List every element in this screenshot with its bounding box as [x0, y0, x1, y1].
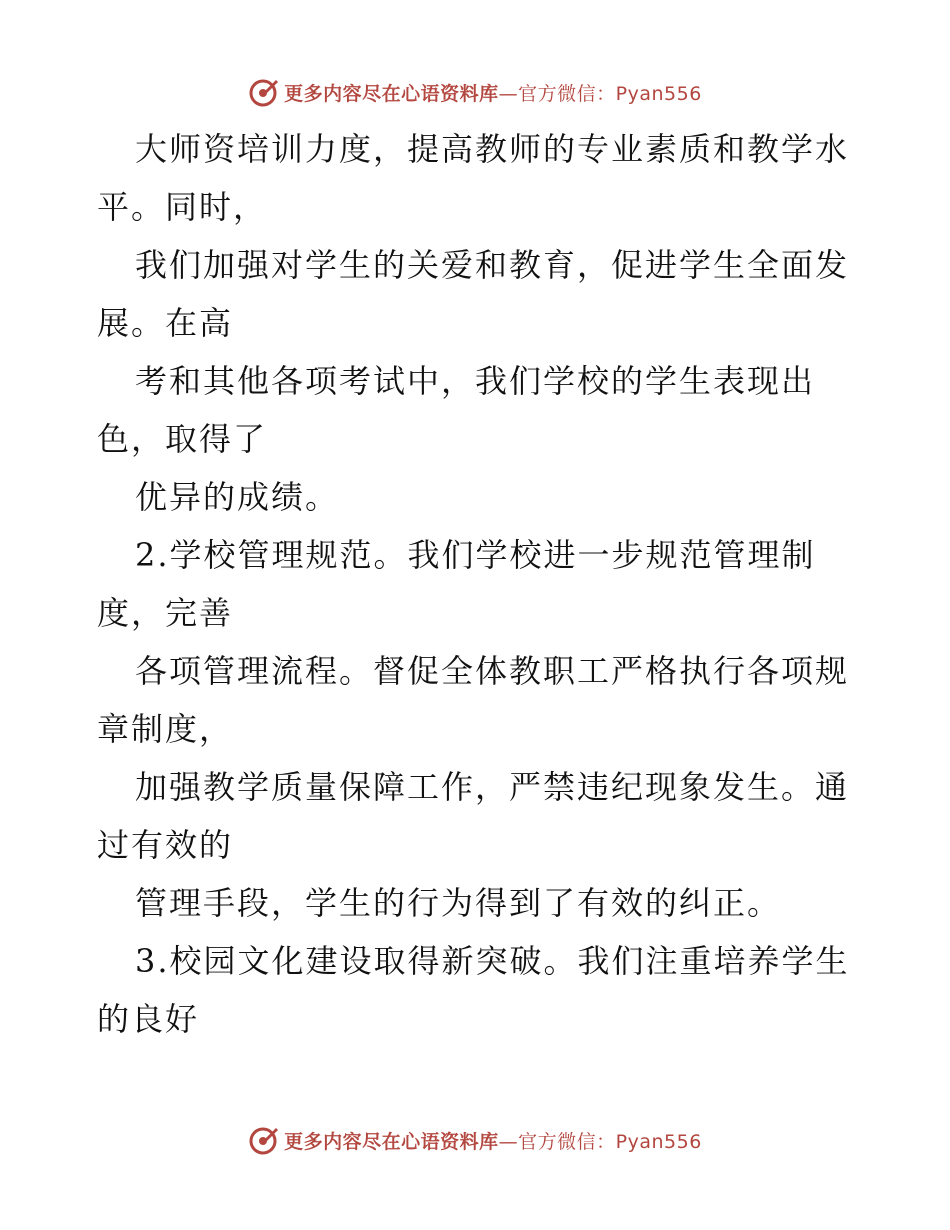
text-line: 管理手段，学生的行为得到了有效的纠正。 — [135, 884, 782, 922]
text-line: 度，完善 — [97, 594, 234, 632]
text-line: 的良好 — [97, 1000, 200, 1038]
banner-main-text: 更多内容尽在心语资料库 — [284, 82, 499, 105]
text-line: 章制度， — [97, 710, 234, 748]
text-line: 平。同时， — [97, 188, 268, 226]
text-line: 2.学校管理规范。我们学校进一步规范管理制 — [135, 536, 816, 574]
text-line: 过有效的 — [97, 826, 234, 864]
text-line: 3.校园文化建设取得新突破。我们注重培养学生 — [135, 942, 850, 980]
text-line: 加强教学质量保障工作，严禁违纪现象发生。通 — [135, 768, 850, 806]
banner-wechat-text: 官方微信：Pyan556 — [518, 82, 702, 105]
logo-icon — [248, 76, 280, 108]
text-line: 我们加强对学生的关爱和教育，促进学生全面发 — [135, 246, 850, 284]
banner-wechat-text: 官方微信：Pyan556 — [518, 1130, 702, 1153]
text-line: 考和其他各项考试中，我们学校的学生表现出 — [135, 362, 816, 400]
banner-text — [284, 79, 702, 106]
text-line: 大师资培训力度，提高教师的专业素质和教学水 — [135, 130, 850, 168]
text-line: 展。在高 — [97, 304, 234, 342]
text-line: 色，取得了 — [97, 420, 268, 458]
text-line: 优异的成绩。 — [135, 478, 340, 516]
banner-separator: — — [498, 1130, 519, 1153]
banner-main-text: 更多内容尽在心语资料库 — [284, 1130, 499, 1153]
document-body — [97, 120, 857, 1048]
header-banner — [0, 72, 950, 112]
banner-text — [284, 1127, 702, 1154]
text-line: 各项管理流程。督促全体教职工严格执行各项规 — [135, 652, 850, 690]
footer-banner — [0, 1120, 950, 1160]
banner-separator: — — [498, 82, 519, 105]
logo-icon — [248, 1124, 280, 1156]
